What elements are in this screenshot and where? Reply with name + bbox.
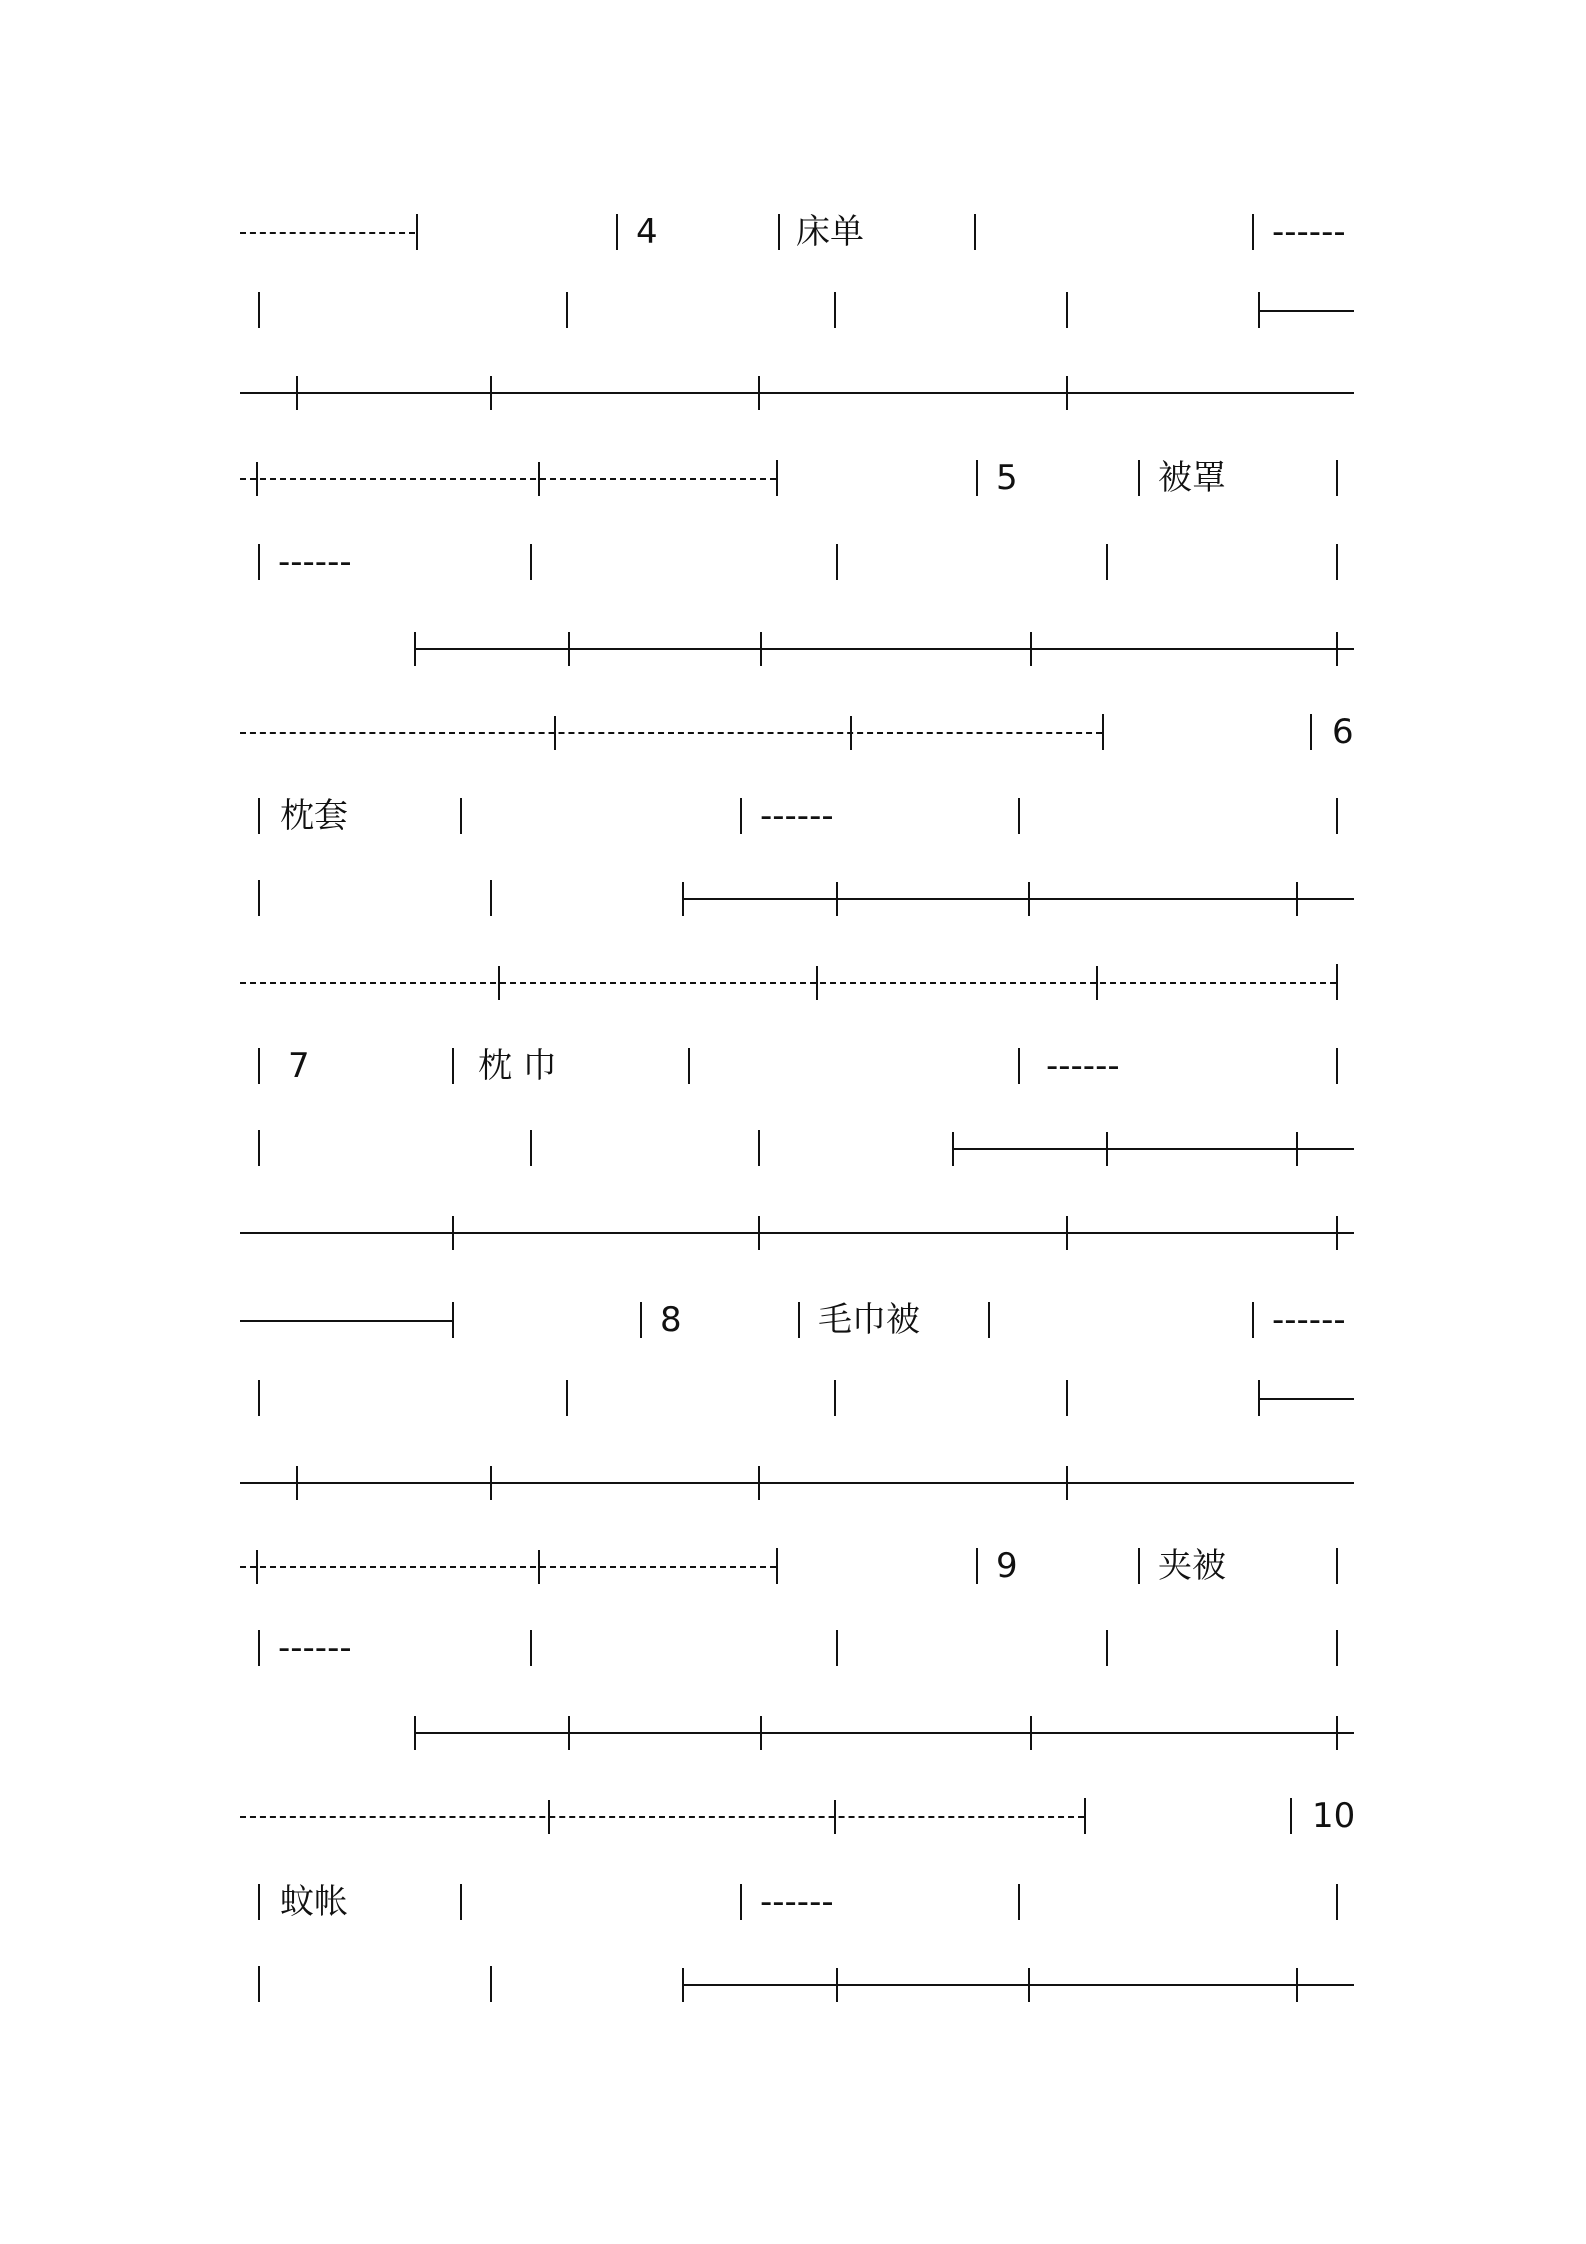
item-name: 枕 巾 xyxy=(478,1046,557,1086)
text-line xyxy=(0,952,1586,1012)
dash-placeholder: ------ xyxy=(278,1628,352,1668)
vertical-bar xyxy=(1066,1380,1068,1416)
rule-tick xyxy=(850,716,852,750)
rule-tick xyxy=(1030,1716,1032,1750)
vertical-bar xyxy=(416,214,418,250)
vertical-bar xyxy=(530,544,532,580)
vertical-bar xyxy=(258,1130,260,1166)
vertical-bar xyxy=(1336,1884,1338,1920)
vertical-bar xyxy=(452,1048,454,1084)
item-number: 6 xyxy=(1332,712,1354,752)
rule-tick xyxy=(296,376,298,410)
vertical-bar xyxy=(460,798,462,834)
rule-line xyxy=(682,1984,1354,1986)
rule-line xyxy=(240,1232,1354,1234)
vertical-bar xyxy=(1336,1630,1338,1666)
text-line xyxy=(0,1954,1586,2014)
vertical-bar xyxy=(1290,1798,1292,1834)
rule-tick xyxy=(1030,632,1032,666)
text-line xyxy=(0,1290,1586,1350)
rule-tick xyxy=(1028,1968,1030,2002)
item-name: 蚊帐 xyxy=(280,1882,348,1922)
dash-placeholder: ------ xyxy=(278,542,352,582)
vertical-bar xyxy=(1018,1048,1020,1084)
rule-line xyxy=(240,1320,452,1322)
vertical-bar xyxy=(1336,460,1338,496)
rule-line xyxy=(414,648,1354,650)
text-line xyxy=(0,280,1586,340)
vertical-bar xyxy=(258,292,260,328)
vertical-bar xyxy=(834,1380,836,1416)
item-number: 5 xyxy=(996,458,1018,498)
item-number: 8 xyxy=(660,1300,682,1340)
rule-tick xyxy=(758,376,760,410)
rule-tick xyxy=(490,1466,492,1500)
rule-tick xyxy=(758,1216,760,1250)
vertical-bar xyxy=(834,292,836,328)
rule-tick xyxy=(816,966,818,1000)
rule-tick xyxy=(682,882,684,916)
item-name: 毛巾被 xyxy=(818,1300,920,1340)
rule-tick xyxy=(548,1800,550,1834)
dash-placeholder: ------ xyxy=(1272,1300,1346,1340)
rule-line xyxy=(952,1148,1354,1150)
item-name: 枕套 xyxy=(280,796,348,836)
vertical-bar xyxy=(758,1130,760,1166)
dashed-rule xyxy=(240,732,1102,734)
vertical-bar xyxy=(1336,1548,1338,1584)
vertical-bar xyxy=(1106,1630,1108,1666)
item-number: 7 xyxy=(288,1046,310,1086)
vertical-bar xyxy=(1084,1798,1086,1834)
vertical-bar xyxy=(258,1884,260,1920)
vertical-bar xyxy=(740,798,742,834)
rule-tick xyxy=(1066,1216,1068,1250)
text-line xyxy=(0,1452,1586,1512)
vertical-bar xyxy=(1018,798,1020,834)
vertical-bar xyxy=(490,1966,492,2002)
dash-placeholder: ------ xyxy=(1272,212,1346,252)
rule-tick xyxy=(1296,1132,1298,1166)
text-line xyxy=(0,1202,1586,1262)
rule-tick xyxy=(1336,632,1338,666)
text-line xyxy=(0,532,1586,592)
item-number: 10 xyxy=(1312,1796,1356,1836)
vertical-bar xyxy=(1252,1302,1254,1338)
rule-tick xyxy=(760,1716,762,1750)
vertical-bar xyxy=(1106,544,1108,580)
vertical-bar xyxy=(1138,460,1140,496)
rule-tick xyxy=(758,1466,760,1500)
vertical-bar xyxy=(776,460,778,496)
text-line xyxy=(0,1536,1586,1596)
rule-tick xyxy=(1028,882,1030,916)
vertical-bar xyxy=(836,544,838,580)
rule-tick xyxy=(568,1716,570,1750)
item-name: 床单 xyxy=(796,212,864,252)
text-line xyxy=(0,786,1586,846)
dash-placeholder: ------ xyxy=(1046,1046,1120,1086)
vertical-bar xyxy=(258,544,260,580)
vertical-bar xyxy=(1336,544,1338,580)
rule-tick xyxy=(538,1550,540,1584)
vertical-bar xyxy=(1018,1884,1020,1920)
rule-tick xyxy=(1296,1968,1298,2002)
dashed-rule xyxy=(240,1816,1084,1818)
rule-tick xyxy=(836,882,838,916)
vertical-bar xyxy=(258,880,260,916)
text-line xyxy=(0,618,1586,678)
vertical-bar xyxy=(258,1966,260,2002)
text-line xyxy=(0,1368,1586,1428)
vertical-bar xyxy=(566,1380,568,1416)
text-line xyxy=(0,202,1586,262)
vertical-bar xyxy=(1336,1048,1338,1084)
text-line xyxy=(0,1786,1586,1846)
text-line xyxy=(0,448,1586,508)
vertical-bar xyxy=(490,880,492,916)
rule-tick xyxy=(256,462,258,496)
vertical-bar xyxy=(616,214,618,250)
vertical-bar xyxy=(988,1302,990,1338)
rule-tick xyxy=(414,632,416,666)
rule-tick xyxy=(452,1216,454,1250)
vertical-bar xyxy=(1102,714,1104,750)
rule-tick xyxy=(256,1550,258,1584)
rule-tick xyxy=(1336,1216,1338,1250)
vertical-bar xyxy=(688,1048,690,1084)
rule-line xyxy=(1260,310,1354,312)
vertical-bar xyxy=(258,1380,260,1416)
rule-line xyxy=(240,1482,1354,1484)
vertical-bar xyxy=(836,1630,838,1666)
vertical-bar xyxy=(1336,798,1338,834)
text-line xyxy=(0,362,1586,422)
rule-line xyxy=(414,1732,1354,1734)
rule-tick xyxy=(414,1716,416,1750)
text-line xyxy=(0,1618,1586,1678)
text-line xyxy=(0,702,1586,762)
rule-tick xyxy=(538,462,540,496)
vertical-bar xyxy=(258,1630,260,1666)
rule-line xyxy=(682,898,1354,900)
rule-tick xyxy=(834,1800,836,1834)
rule-tick xyxy=(836,1968,838,2002)
vertical-bar xyxy=(976,460,978,496)
dashed-rule xyxy=(240,478,776,480)
text-line xyxy=(0,1872,1586,1932)
rule-line xyxy=(240,392,1354,394)
vertical-bar xyxy=(1138,1548,1140,1584)
text-line xyxy=(0,1118,1586,1178)
vertical-bar xyxy=(258,798,260,834)
vertical-bar xyxy=(974,214,976,250)
rule-tick xyxy=(760,632,762,666)
rule-tick xyxy=(490,376,492,410)
vertical-bar xyxy=(776,1548,778,1584)
vertical-bar xyxy=(1066,292,1068,328)
vertical-bar xyxy=(530,1130,532,1166)
rule-tick xyxy=(682,1968,684,2002)
rule-line xyxy=(1260,1398,1354,1400)
vertical-bar xyxy=(452,1302,454,1338)
vertical-bar xyxy=(1252,214,1254,250)
text-line xyxy=(0,1702,1586,1762)
vertical-bar xyxy=(640,1302,642,1338)
rule-tick xyxy=(568,632,570,666)
item-name: 夹被 xyxy=(1158,1546,1226,1586)
text-line xyxy=(0,868,1586,928)
rule-tick xyxy=(1296,882,1298,916)
vertical-bar xyxy=(798,1302,800,1338)
dashed-rule xyxy=(240,1566,776,1568)
vertical-bar xyxy=(460,1884,462,1920)
dashed-rule xyxy=(240,232,415,234)
vertical-bar xyxy=(258,1048,260,1084)
rule-tick xyxy=(1336,1716,1338,1750)
vertical-bar xyxy=(530,1630,532,1666)
rule-tick xyxy=(1066,376,1068,410)
text-line xyxy=(0,1036,1586,1096)
vertical-bar xyxy=(1310,714,1312,750)
vertical-bar xyxy=(566,292,568,328)
dash-placeholder: ------ xyxy=(760,1882,834,1922)
item-number: 9 xyxy=(996,1546,1018,1586)
rule-tick xyxy=(1096,966,1098,1000)
vertical-bar xyxy=(1336,964,1338,1000)
rule-tick xyxy=(554,716,556,750)
vertical-bar xyxy=(778,214,780,250)
item-name: 被罩 xyxy=(1158,458,1226,498)
rule-tick xyxy=(296,1466,298,1500)
rule-tick xyxy=(1066,1466,1068,1500)
rule-tick xyxy=(952,1132,954,1166)
vertical-bar xyxy=(740,1884,742,1920)
rule-tick xyxy=(498,966,500,1000)
item-number: 4 xyxy=(636,212,658,252)
rule-tick xyxy=(1106,1132,1108,1166)
dash-placeholder: ------ xyxy=(760,796,834,836)
dashed-rule xyxy=(240,982,1336,984)
vertical-bar xyxy=(976,1548,978,1584)
